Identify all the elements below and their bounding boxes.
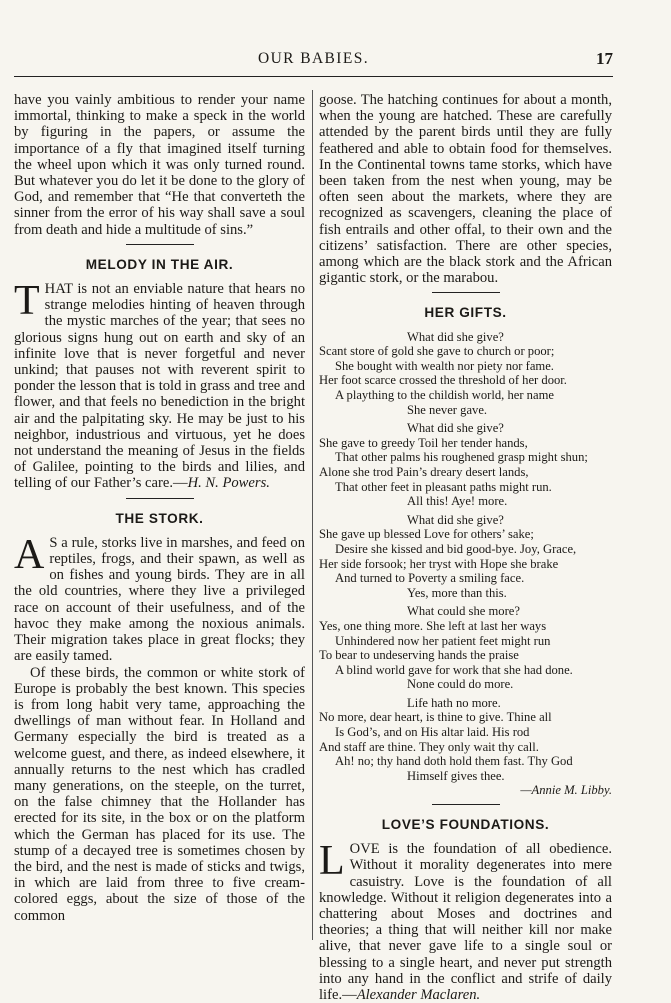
poem-line: Life hath no more. [407,695,501,710]
melody-heading: MELODY IN THE AIR. [85,256,234,272]
left-column [14,92,305,924]
intro-paragraph: have you vainly ambitious to render your name immortal, thinking to make a speck in the world by figuring in the papers, or assume the importance of a fly that imagined itself turning the wheel upon which it was only turned round. But whatever you do let it be done to the glory of God, and remember that “He that converteth the sinner from the error of his way shall save a soul from death and hide a multitude of sins.” [14,92,305,238]
stork-continued-paragraph: goose. The hatching continues for about a month, when the young are hatched. These are carefully attended by the parent birds until they are fully feathered and able to obtain food for themselves. In the Continental towns tame storks, which have been taken from the nest when young, may be often seen about the markets, where they are recognized as scavengers, cleaning the place of fish entrails and other offal, to their own and the citizens’ satisfaction. There are other species, among which are the black stork and the African gigantic stork, or the marabou. [319,92,612,287]
column-divider [312,90,313,940]
poem-line: None could do more. [407,677,514,692]
page-header [14,50,613,76]
section-divider [126,244,194,245]
poem-line: And turned to Poverty a smiling face. [335,571,525,586]
poem-line: That other palms his roughened grasp might shun; [335,450,588,465]
poem-line: Yes, more than this. [407,585,507,600]
poem-line: No more, dear heart, is thine to give. Thine all [319,710,552,725]
stork-paragraph-2: Of these birds, the common or white stork of Europe is probably the best known. This species is from long habit very tame, approaching the dwellings of man without fear. In Holland and Germany especially the bird is treated as a welcome guest, and there, as indeed elsewhere, it annually returns to the nest which has cradled many generations, on the steeple, on the turret, on the false chimney that the Hollander has erected for its site, in the box or on the platform which the German has placed for its use. The stump of a decayed tree is sometimes chosen by the bird, and the nest is made of sticks and twigs, in which are laid from three to five cream-colored eggs, about the size of those of the common [14,664,305,924]
poem-line: Is God’s, and on His altar laid. His rod [335,725,530,740]
melody-author: H. N. Powers. [187,475,270,492]
poem-line: What did she give? [407,512,504,527]
header-rule [14,76,613,77]
poem-line: She bought with wealth nor piety nor fame. [335,358,554,373]
love-body: OVE is the foundation of all obedience. Without it morality degenerates into mere casuistry. Love is the foundation of all knowledge. Without it religion degenerates into a chattering about Moses and doctrines and theories; a thing that will neither kill nor make alive, that never gave life to a single soul or blessing to a single heart, and never put strength into any hand in the conflict and strife of daily life.— [319,841,612,1003]
poem-line: She never gave. [407,402,488,417]
poem-line: All this! Aye! more. [407,494,508,509]
love-paragraph [319,838,612,1003]
love-heading: LOVE’S FOUNDATIONS. [381,817,550,833]
poem-line: Desire she kissed and bid good-bye. Joy, Grace, [335,541,577,556]
poem-line: What could she more? [407,604,520,619]
gifts-poem [319,330,612,784]
poem-line: To bear to undeserving hands the praise [319,648,519,663]
stork-heading: THE STORK. [115,510,204,526]
section-divider [126,498,194,499]
poem-line: What did she give? [407,329,504,344]
poem-line: Unhindered now her patient feet might run [335,633,551,648]
poem-line: That other feet in pleasant paths might run. [335,479,552,494]
melody-paragraph [14,278,305,492]
poem-line: Ah! no; thy hand doth hold them fast. Thy God [335,754,573,769]
poem-line: Her side forsook; her tryst with Hope she brake [319,556,559,571]
poem-line: A plaything to the childish world, her name [335,388,554,403]
poem-line: What did she give? [407,421,504,436]
right-column [319,92,612,1003]
gifts-author: —Annie M. Libby. [520,783,612,798]
poem-line: She gave up blessed Love for others’ sake; [319,527,534,542]
gifts-heading: HER GIFTS. [424,305,507,321]
poem-line: A blind world gave for work that she had done. [335,662,573,677]
stork-body-1: S a rule, storks live in marshes, and feed on reptiles, frogs, and their spawn, as well as on fishes and young birds. They are in all the old countries, where they live a privileged race on account of their usefulness, and of the havoc they make among the noxious animals. Their migration takes place in great flocks; they are easily tamed. [14,534,305,665]
poem-line: Yes, one thing more. She left at last her ways [319,618,547,633]
poem-line: And staff are thine. They only wait thy call. [319,739,539,754]
stork-paragraph-1 [14,531,305,665]
love-dropcap: L [319,838,345,885]
love-author: Alexander Maclaren. [356,987,481,1003]
stork-dropcap: A [14,531,45,578]
poem-line: She gave to greedy Toil her tender hands, [319,435,528,450]
running-title: OUR BABIES. [258,50,369,67]
poem-line: Alone she trod Pain’s dreary desert lands, [319,464,529,479]
melody-body: HAT is not an enviable nature that hears no strange melodies hinting of heaven through the mystic marches of the year; that sees no glorious signs hung out on earth and sky of an infinite love that is never forgetful and never unkind; that pauses not with reverent spirit to ponder the lesson that is told in grass and tree and flower, and that feels no benediction in the bright air and the palpitating sky. He may be just to his neighbor, industrious and virtuous, yet he does not understand the meaning of Jesus in the fields of Galilee, pointing to the birds and lilies, and telling of our Father’s care.— [14,281,305,492]
section-divider [432,804,500,805]
section-divider [432,292,500,293]
melody-dropcap: T [14,278,40,325]
poem-line: Scant store of gold she gave to church or poor; [319,344,555,359]
poem-line: Her foot scarce crossed the threshold of her door. [319,373,567,388]
poem-line: Himself gives thee. [407,768,505,783]
page-number: 17 [596,49,613,68]
